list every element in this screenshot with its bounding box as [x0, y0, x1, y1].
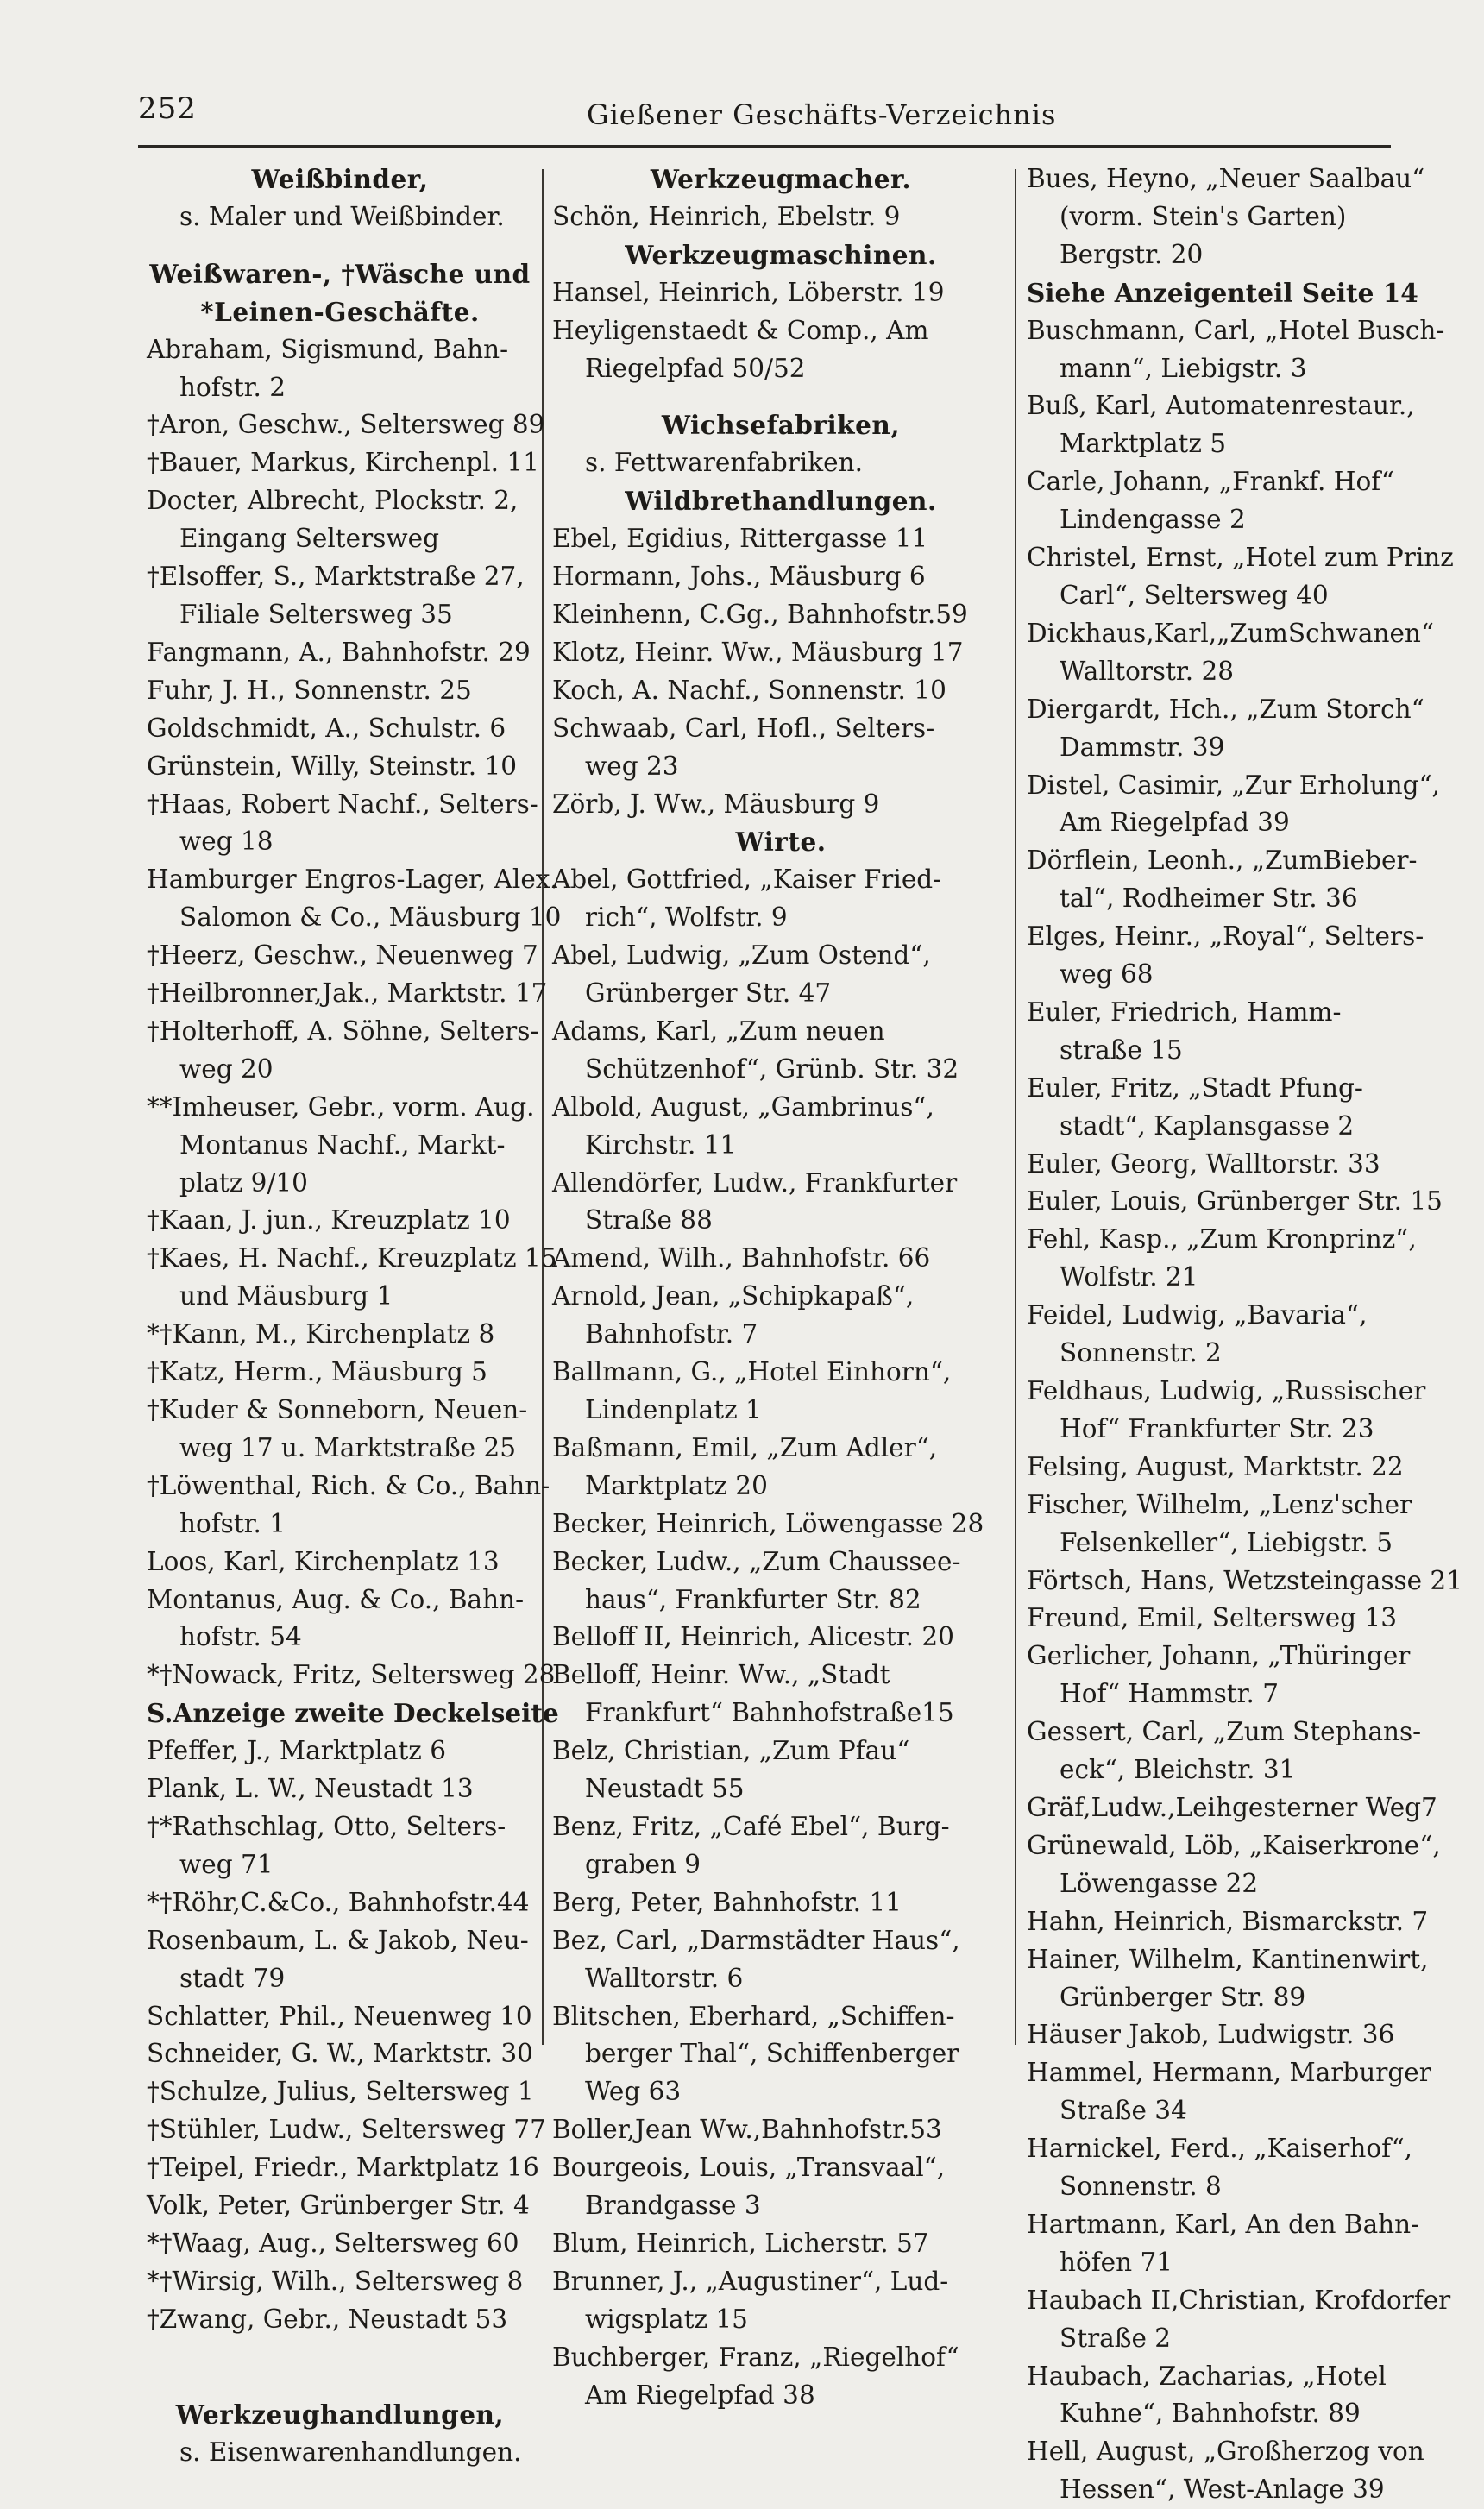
entry-line: Ballmann, G., „Hotel Einhorn“, [552, 1357, 952, 1387]
entry-line: Montanus, Aug. & Co., Bahn- [147, 1584, 525, 1614]
entry-line: Harnickel, Ferd., „Kaiserhof“, [1027, 2134, 1413, 2164]
entry-line: Berg, Peter, Bahnhofstr. 11 [552, 1887, 902, 1917]
entry-line: Christel, Ernst, „Hotel zum Prinz [1027, 543, 1454, 573]
entry-continuation: Hessen“, West-Anlage 39 [1060, 2474, 1385, 2505]
entry-continuation: Am Riegelpfad 38 [585, 2380, 815, 2410]
entry-line: Gerlicher, Johann, „Thüringer [1027, 1641, 1411, 1671]
entry-continuation: weg 17 u. Marktstraße 25 [179, 1432, 517, 1462]
entry-continuation: Riegelpfad 50/52 [585, 353, 806, 383]
entry-line: Dörflein, Leonh., „ZumBieber- [1027, 846, 1418, 876]
entry-line: Euler, Louis, Grünberger Str. 15 [1027, 1186, 1443, 1217]
entry-line: Boller,Jean Ww.,Bahnhofstr.53 [552, 2115, 942, 2145]
entry-line: **Imheuser, Gebr., vorm. Aug. [147, 1091, 535, 1122]
section-heading: Werkzeugmaschinen. [625, 239, 937, 270]
entry-line: Docter, Albrecht, Plockstr. 2, [147, 486, 519, 516]
entry-line: Pfeffer, J., Marktplatz 6 [147, 1736, 446, 1766]
entry-line: Förtsch, Hans, Wetzsteingasse 21 [1027, 1565, 1462, 1595]
entry-continuation: tal“, Rodheimer Str. 36 [1060, 883, 1358, 914]
entry-continuation: Bergstr. 20 [1060, 239, 1204, 269]
entry-line: *†Kann, M., Kirchenplatz 8 [147, 1319, 495, 1349]
entry-line: Freund, Emil, Seltersweg 13 [1027, 1603, 1397, 1633]
entry-line: †Kuder & Sonneborn, Neuen- [147, 1395, 528, 1424]
entry-line: †Schulze, Julius, Seltersweg 1 [147, 2077, 534, 2107]
entry-line: Blum, Heinrich, Licherstr. 57 [552, 2228, 929, 2258]
entry-line: Feldhaus, Ludwig, „Russischer [1027, 1376, 1426, 1405]
entry-line: Blitschen, Eberhard, „Schiffen- [552, 2001, 955, 2031]
entry-line: Volk, Peter, Grünberger Str. 4 [147, 2191, 530, 2221]
entry-line: Hainer, Wilhelm, Kantinenwirt, [1027, 1944, 1429, 1974]
entry-line: Klotz, Heinr. Ww., Mäusburg 17 [552, 637, 964, 667]
entry-continuation: Löwengasse 22 [1060, 1868, 1259, 1898]
entry-continuation: Kirchstr. 11 [585, 1129, 737, 1160]
entry-continuation: Walltorstr. 6 [585, 1963, 744, 1993]
entry-line: Loos, Karl, Kirchenplatz 13 [147, 1546, 500, 1576]
header-rule [138, 145, 1391, 148]
entry-continuation: Sonnenstr. 8 [1060, 2172, 1222, 2202]
entry-continuation: Weg 63 [585, 2077, 682, 2107]
entry-line: †Kaes, H. Nachf., Kreuzplatz 15 [147, 1243, 557, 1273]
entry-continuation: Eingang Seltersweg [179, 524, 439, 554]
entry-continuation: platz 9/10 [179, 1167, 308, 1198]
cross-reference: s. Eisenwarenhandlungen. [179, 2437, 522, 2467]
entry-line: Hartmann, Karl, An den Bahn- [1027, 2209, 1420, 2239]
directory-column-2 [552, 160, 1009, 2414]
entry-line: Schön, Heinrich, Ebelstr. 9 [552, 201, 901, 231]
entry-line: Dickhaus,Karl,„ZumSchwanen“ [1027, 618, 1434, 648]
entry-line: Belloff II, Heinrich, Alicestr. 20 [552, 1622, 954, 1652]
entry-continuation: weg 68 [1060, 959, 1154, 990]
entry-line: Plank, L. W., Neustadt 13 [147, 1774, 474, 1804]
entry-line: †Heilbronner,Jak., Marktstr. 17 [147, 978, 548, 1009]
entry-continuation: weg 23 [585, 751, 679, 781]
entry-line: Zörb, J. Ww., Mäusburg 9 [552, 789, 880, 819]
entry-continuation: Frankfurt“ Bahnhofstraße15 [585, 1698, 954, 1728]
entry-line: Bourgeois, Louis, „Transvaal“, [552, 2153, 946, 2183]
entry-continuation: Bahnhofstr. 7 [585, 1319, 758, 1349]
entry-line: Koch, A. Nachf., Sonnenstr. 10 [552, 675, 946, 705]
entry-continuation: hofstr. 54 [179, 1622, 302, 1652]
entry-line: Bez, Carl, „Darmstädter Haus“, [552, 1925, 960, 1955]
entry-line: †Bauer, Markus, Kirchenpl. 11 [147, 448, 539, 478]
entry-line: †Teipel, Friedr., Marktplatz 16 [147, 2153, 539, 2183]
entry-continuation: Felsenkeller“, Liebigstr. 5 [1060, 1527, 1393, 1557]
entry-line: Becker, Ludw., „Zum Chaussee- [552, 1546, 961, 1576]
entry-continuation: Filiale Seltersweg 35 [179, 599, 453, 629]
running-title: Gießener Geschäfts-Verzeichnis [587, 98, 1057, 131]
entry-line: Felsing, August, Marktstr. 22 [1027, 1451, 1404, 1481]
entry-line: Distel, Casimir, „Zur Erholung“, [1027, 770, 1440, 800]
entry-continuation: haus“, Frankfurter Str. 82 [585, 1584, 921, 1614]
entry-line: Bues, Heyno, „Neuer Saalbau“ [1027, 164, 1425, 193]
entry-continuation: Hof“ Hammstr. 7 [1060, 1679, 1280, 1709]
entry-continuation: hofstr. 1 [179, 1508, 286, 1538]
entry-line: Gessert, Carl, „Zum Stephans- [1027, 1717, 1422, 1747]
entry-line: Fangmann, A., Bahnhofstr. 29 [147, 637, 531, 667]
entry-line: *†Nowack, Fritz, Seltersweg 28 [147, 1660, 556, 1690]
section-heading: Wildbrethandlungen. [625, 486, 937, 517]
entry-line: Arnold, Jean, „Schipkapaß“, [552, 1281, 915, 1311]
entry-continuation: Lindengasse 2 [1060, 505, 1246, 535]
entry-line: †Löwenthal, Rich. & Co., Bahn- [147, 1470, 550, 1500]
entry-continuation: graben 9 [585, 1849, 701, 1879]
entry-continuation: höfen 71 [1060, 2247, 1173, 2277]
entry-line: Adams, Karl, „Zum neuen [552, 1016, 885, 1046]
section-heading: Werkzeughandlungen, [175, 2399, 505, 2430]
cross-reference: s. Maler und Weißbinder. [179, 201, 505, 231]
entry-line: Haubach, Zacharias, „Hotel [1027, 2361, 1387, 2391]
advertisement-note: S.Anzeige zweite Deckelseite [147, 1698, 559, 1729]
entry-line: Buchberger, Franz, „Riegelhof“ [552, 2342, 959, 2372]
section-heading: Weißbinder, [251, 164, 429, 194]
entry-line: Feidel, Ludwig, „Bavaria“, [1027, 1300, 1368, 1330]
entry-line: Abel, Gottfried, „Kaiser Fried- [552, 865, 942, 895]
entry-continuation: Kuhne“, Bahnhofstr. 89 [1060, 2399, 1361, 2429]
entry-continuation: Lindenplatz 1 [585, 1395, 762, 1424]
entry-line: Ebel, Egidius, Rittergasse 11 [552, 524, 928, 554]
entry-line: Gräf,Ludw.,Leihgesterner Weg7 [1027, 1792, 1437, 1822]
entry-line: Amend, Wilh., Bahnhofstr. 66 [552, 1243, 931, 1273]
entry-continuation: Straße 34 [1060, 2096, 1187, 2126]
entry-continuation: Walltorstr. 28 [1060, 656, 1235, 686]
entry-line: Benz, Fritz, „Café Ebel“, Burg- [552, 1811, 950, 1841]
entry-line: *†Waag, Aug., Seltersweg 60 [147, 2228, 519, 2258]
entry-line: Diergardt, Hch., „Zum Storch“ [1027, 694, 1424, 724]
entry-line: Allendörfer, Ludw., Frankfurter [552, 1167, 958, 1198]
entry-continuation: rich“, Wolfstr. 9 [585, 902, 788, 933]
column-rule-right [1015, 169, 1016, 2045]
directory-column-3 [1027, 160, 1462, 2509]
entry-line: †Katz, Herm., Mäusburg 5 [147, 1357, 487, 1387]
entry-continuation: berger Thal“, Schiffenberger [585, 2039, 959, 2069]
entry-line: Belz, Christian, „Zum Pfau“ [552, 1736, 910, 1766]
section-heading: Werkzeugmacher. [650, 164, 912, 194]
entry-continuation: Montanus Nachf., Markt- [179, 1129, 506, 1160]
entry-continuation: weg 18 [179, 827, 274, 857]
entry-continuation: Sonnenstr. 2 [1060, 1338, 1222, 1368]
entry-line: Grünewald, Löb, „Kaiserkrone“, [1027, 1830, 1441, 1860]
entry-line: *†Wirsig, Wilh., Seltersweg 8 [147, 2266, 524, 2296]
entry-line: †Zwang, Gebr., Neustadt 53 [147, 2304, 508, 2334]
entry-continuation: Brandgasse 3 [585, 2191, 761, 2221]
entry-continuation: eck“, Bleichstr. 31 [1060, 1755, 1296, 1785]
entry-line: Goldschmidt, A., Schulstr. 6 [147, 713, 506, 743]
entry-line: †Aron, Geschw., Seltersweg 89 [147, 410, 545, 440]
entry-continuation: weg 20 [179, 1053, 274, 1084]
entry-continuation: stadt 79 [179, 1963, 286, 1993]
entry-line: Grünstein, Willy, Steinstr. 10 [147, 751, 518, 781]
entry-continuation: (vorm. Stein's Garten) [1060, 201, 1347, 231]
entry-continuation: Neustadt 55 [585, 1774, 745, 1804]
entry-continuation: Grünberger Str. 89 [1060, 1982, 1306, 2012]
entry-line: Becker, Heinrich, Löwengasse 28 [552, 1508, 984, 1538]
entry-line: †Haas, Robert Nachf., Selters- [147, 789, 538, 819]
entry-continuation: und Mäusburg 1 [179, 1281, 393, 1311]
entry-line: Euler, Friedrich, Hamm- [1027, 997, 1342, 1027]
entry-line: Buß, Karl, Automatenrestaur., [1027, 391, 1415, 421]
entry-line: Fuhr, J. H., Sonnenstr. 25 [147, 675, 472, 705]
entry-line: Buschmann, Carl, „Hotel Busch- [1027, 315, 1445, 345]
entry-line: Schlatter, Phil., Neuenweg 10 [147, 2001, 532, 2031]
entry-continuation: Dammstr. 39 [1060, 732, 1225, 762]
section-heading: Wirte. [735, 827, 827, 858]
directory-column-1 [147, 160, 562, 2471]
section-heading: Wichsefabriken, [661, 410, 901, 441]
entry-continuation: straße 15 [1060, 1034, 1183, 1065]
section-heading: *Leinen-Geschäfte. [200, 296, 480, 327]
entry-line: Euler, Fritz, „Stadt Pfung- [1027, 1072, 1363, 1103]
page-number: 252 [138, 91, 197, 126]
entry-line: Abel, Ludwig, „Zum Ostend“, [552, 940, 931, 971]
entry-line: Fehl, Kasp., „Zum Kronprinz“, [1027, 1224, 1417, 1254]
spacer [552, 387, 1009, 406]
advertisement-note: Siehe Anzeigenteil Seite 14 [1027, 277, 1418, 308]
entry-line: Hahn, Heinrich, Bismarckstr. 7 [1027, 1906, 1429, 1936]
entry-line: Hamburger Engros-Lager, Alex. [147, 865, 558, 895]
section-heading: Weißwaren-, †Wäsche und [149, 258, 531, 289]
entry-line: Elges, Heinr., „Royal“, Selters- [1027, 921, 1424, 952]
entry-continuation: Marktplatz 20 [585, 1470, 768, 1500]
entry-continuation: stadt“, Kaplansgasse 2 [1060, 1110, 1355, 1141]
entry-continuation: Hof“ Frankfurter Str. 23 [1060, 1413, 1374, 1443]
entry-line: †Stühler, Ludw., Seltersweg 77 [147, 2115, 546, 2145]
entry-line: Haubach II,Christian, Krofdorfer [1027, 2285, 1451, 2315]
entry-continuation: Am Riegelpfad 39 [1060, 808, 1290, 838]
entry-line: Carle, Johann, „Frankf. Hof“ [1027, 467, 1394, 497]
entry-continuation: weg 71 [179, 1849, 274, 1879]
entry-line: Hormann, Johs., Mäusburg 6 [552, 562, 926, 592]
cross-reference: s. Fettwarenfabriken. [585, 448, 863, 478]
entry-continuation: mann“, Liebigstr. 3 [1060, 353, 1307, 383]
entry-line: Brunner, J., „Augustiner“, Lud- [552, 2266, 949, 2296]
entry-line: Abraham, Sigismund, Bahn- [147, 334, 509, 364]
entry-line: Rosenbaum, L. & Jakob, Neu- [147, 1925, 529, 1955]
column-rule-left [542, 169, 544, 2045]
entry-line: *†Röhr,C.&Co., Bahnhofstr.44 [147, 1887, 530, 1917]
entry-line: Belloff, Heinr. Ww., „Stadt [552, 1660, 890, 1690]
entry-continuation: Straße 88 [585, 1205, 713, 1236]
entry-line: Heyligenstaedt & Comp., Am [552, 315, 929, 345]
entry-line: †Heerz, Geschw., Neuenweg 7 [147, 940, 538, 971]
entry-continuation: Schützenhof“, Grünb. Str. 32 [585, 1053, 959, 1084]
entry-continuation: hofstr. 2 [179, 372, 286, 402]
entry-continuation: Wolfstr. 21 [1060, 1262, 1198, 1292]
entry-continuation: Carl“, Seltersweg 40 [1060, 580, 1329, 610]
entry-line: Schneider, G. W., Marktstr. 30 [147, 2039, 533, 2069]
entry-line: Hammel, Hermann, Marburger [1027, 2058, 1431, 2088]
entry-line: Hell, August, „Großherzog von [1027, 2437, 1424, 2467]
entry-line: †*Rathschlag, Otto, Selters- [147, 1811, 506, 1841]
entry-line: Schwaab, Carl, Hofl., Selters- [552, 713, 935, 743]
entry-line: †Holterhoff, A. Söhne, Selters- [147, 1016, 539, 1046]
entry-continuation: wigsplatz 15 [585, 2304, 748, 2334]
entry-continuation: Marktplatz 5 [1060, 429, 1227, 459]
entry-line: Euler, Georg, Walltorstr. 33 [1027, 1148, 1380, 1179]
entry-line: Fischer, Wilhelm, „Lenz'scher [1027, 1489, 1412, 1519]
spacer [147, 2339, 533, 2396]
entry-line: Hansel, Heinrich, Löberstr. 19 [552, 277, 945, 307]
entry-line: Kleinhenn, C.Gg., Bahnhofstr.59 [552, 599, 968, 629]
entry-continuation: Straße 2 [1060, 2323, 1172, 2353]
entry-line: Baßmann, Emil, „Zum Adler“, [552, 1432, 938, 1462]
entry-line: †Elsoffer, S., Marktstraße 27, [147, 562, 525, 592]
spacer [147, 236, 533, 255]
entry-continuation: Salomon & Co., Mäusburg 10 [179, 902, 562, 933]
entry-line: Albold, August, „Gambrinus“, [552, 1091, 934, 1122]
entry-line: Häuser Jakob, Ludwigstr. 36 [1027, 2020, 1395, 2050]
entry-line: †Kaan, J. jun., Kreuzplatz 10 [147, 1205, 511, 1236]
entry-continuation: Grünberger Str. 47 [585, 978, 832, 1009]
